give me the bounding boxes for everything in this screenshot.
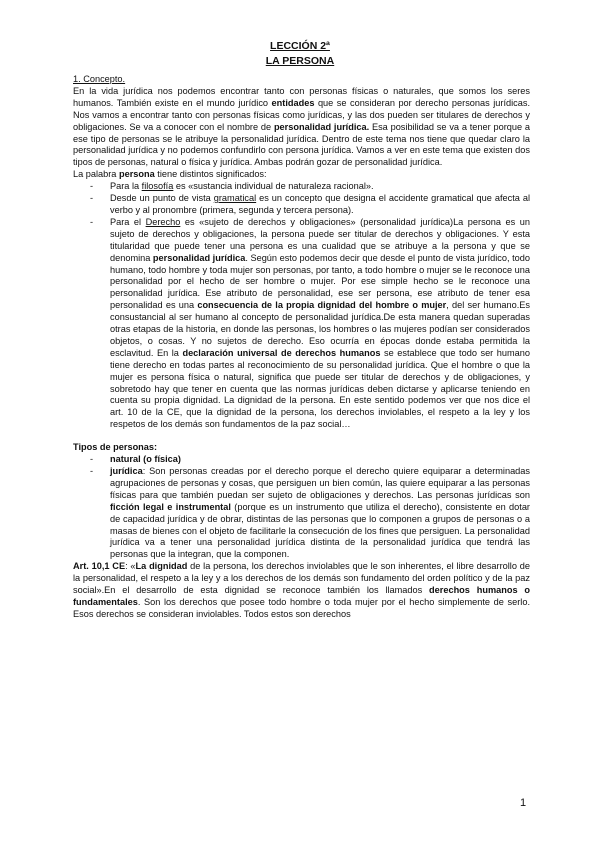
meanings-list: [73, 181, 530, 431]
lesson-title: LECCIÓN 2ª: [270, 40, 330, 52]
document-body: [73, 74, 530, 621]
list-item-natural: - natural (o física): [73, 454, 530, 466]
list-item-juridica: - jurídica: Son personas creadas por el derecho porque el derecho quiere equiparar a determinadas agrupaciones de personas y cosas, que persiguen un bien común, las quiere equiparar a las personas físicas para que también puedan ser sujeto de obligaciones y derechos. Las personas jurídicas son ficción legal e instrumental (porque es un instrumento que utiliza el derecho), consistente en dotar de capacidad jurídica y de obrar, distintas de las personas que lo componen a grupos de personas o a masas de bienes con el objeto de facilitarle la consecución de los fines que persiguen. La personalidad jurídica va a tener una personalidad jurídica distinta de la personalidad jurídica que tendrá las personas que la integran, que la componen.: [73, 466, 530, 561]
intro-paragraph: En la vida jurídica nos podemos encontrar tanto con personas físicas o naturales, que somos los seres humanos. También existe en el mundo jurídico entidades que se consideran por derecho personas jurídicas. Nos vamos a encontrar tanto con personas físicas como jurídicas, y las dos pueden ser titulares de derechos y obligaciones. Se va a conocer con el nombre de personalidad jurídica. Esa posibilidad se va a tener porque a ese tipo de personas se le atribuye la personalidad jurídica. Dentro de este tema nos tiene que quedar claro la personalidad jurídica y no podemos confundirlo con persona jurídica. Vamos a ver en este tema que existen dos tipos de personas, natural o física y jurídica. Ambas podrán gozar de personalidad jurídica.: [73, 85, 531, 168]
section-heading-concepto: 1. Concepto.: [73, 74, 126, 84]
types-list: [73, 454, 530, 561]
page-number: 1: [520, 797, 527, 809]
list-item-gramatical: - Desde un punto de vista gramatical es un concepto que designa el accidente gramatical que afecta al verbo y al pronombre (primera, segunda y tercera persona).: [73, 193, 530, 217]
topic-title: LA PERSONA: [265, 55, 335, 67]
article-paragraph: Art. 10,1 CE: «La dignidad de la persona, los derechos inviolables que le son inherentes, el libre desarrollo de la personalidad, el respeto a la ley y a los derechos de los demás son fundamento del orden político y de la paz social».En el desarrollo de esta dignidad se reconoce también los llamados derechos humanos o fundamentales. Son los derechos que posee todo hombre o toda mujer por el hecho simplemente de serlo. Esos derechos se consideran inviolables. Todos estos son derechos: [73, 561, 531, 619]
list-item-derecho: - Para el Derecho es «sujeto de derechos y obligaciones» (personalidad jurídica)La persona es un sujeto de derechos y obligaciones, la persona puede ser titular de derechos y obligaciones. Y esta titularidad que puede tener una persona es una cualidad que se atribuye a la persona y que se denomina personalidad jurídica. Según esto podemos decir que desde el punto de vista jurídico, todo humano, todo hombre y toda mujer son personas, por tanto, a todo hombre o mujer se le reconoce una personalidad por el hecho de ser hombre o mujer. Por ese simple hecho se le reconoce una personalidad jurídica. Ese atributo de personalidad, ese ser persona, ese atributo de tener esa personalidad es una consecuencia de la propia dignidad del hombre o mujer, del ser humano.Es consustancial al ser humano al concepto de personalidad jurídica.De esta manera quedan superadas otras etapas de la historia, en donde las personas, los hombres o las mujeres podían ser considerados objetos, o cosas. Y no sujetos de derecho. Eso ocurría en épocas donde estaba permitida la esclavitud. En la declaración universal de derechos humanos se establece que todo ser humano tiene derecho en todas partes al reconocimiento de su personalidad jurídica. Que el hombre o que la mujer es persona física o natural, significa que puede ser titular de derechos y de obligaciones, y sobretodo hay que tener en cuenta que las normas jurídicas deben dictarse y aplicarse teniendo en cuenta su propia dignidad. La dignidad de la persona. En este sentido podemos ver que nos dice el art. 10 de la CE, que la dignidad de la persona, los derechos inviolables, el respeto a la ley y los respetos de los demás son fundamentos de la paz social…: [73, 217, 530, 431]
list-item-filosofia: - Para la filosofía es «sustancia individual de naturaleza racional».: [73, 181, 530, 193]
meanings-intro: La palabra persona tiene distintos significados:: [73, 169, 267, 180]
section-heading-tipos: Tipos de personas:: [73, 442, 158, 453]
